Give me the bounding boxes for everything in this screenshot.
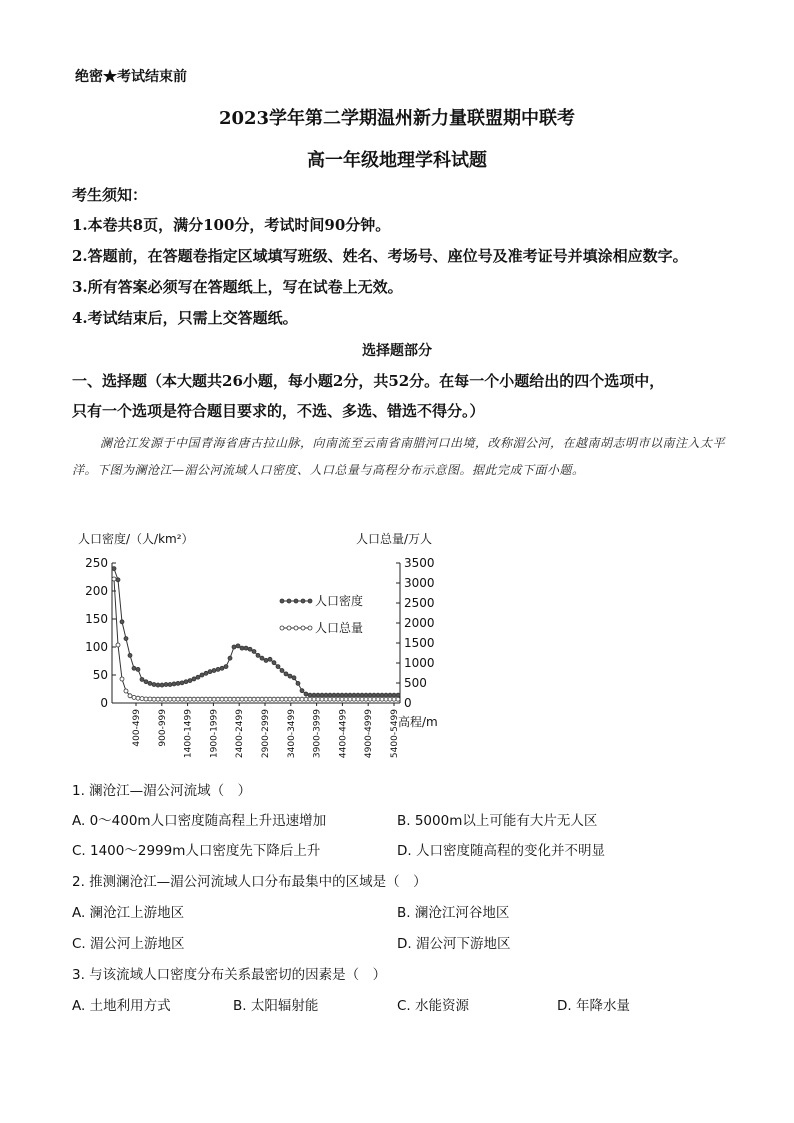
question-1-option-b[interactable]: B. 5000m以上可能有大片无人区 — [397, 813, 598, 829]
question-3-stem: 3. 与该流域人口密度分布关系最密切的因素是（ ） — [72, 967, 387, 983]
left-tick-label: 200 — [85, 584, 108, 598]
data-point — [264, 658, 268, 662]
data-point — [336, 693, 340, 697]
data-point — [364, 697, 368, 701]
legend-label: 人口总量 — [315, 621, 364, 635]
data-point — [308, 693, 312, 697]
data-point — [288, 674, 292, 678]
data-point — [372, 693, 376, 697]
data-point — [228, 697, 232, 701]
data-point — [296, 681, 300, 685]
data-point — [396, 693, 400, 697]
data-point — [192, 697, 196, 701]
left-tick-label: 50 — [92, 668, 108, 682]
left-tick-label: 0 — [100, 696, 108, 710]
legend-marker — [287, 599, 291, 603]
passage: 澜沧江发源于中国青海省唐古拉山脉，向南流至云南省南腊河口出境，改称湄公河，在越南胡志明市以南注入太平洋。下图为澜沧江—湄公河流域人口密度、人口总量与高程分布示意图。据此完成下面小题。 — [72, 436, 726, 477]
question-2-stem: 2. 推测澜沧江—湄公河流域人口分布最集中的区域是（ ） — [72, 874, 427, 890]
legend-marker — [301, 626, 305, 630]
notice-heading: 考生须知： — [72, 186, 148, 204]
x-axis-label: 高程/m — [398, 715, 438, 729]
data-point — [184, 697, 188, 701]
data-point — [136, 667, 140, 671]
data-point — [316, 697, 320, 701]
data-point — [196, 697, 200, 701]
data-point — [120, 620, 124, 624]
data-point — [124, 689, 128, 693]
data-point — [180, 681, 184, 685]
question-1-option-c[interactable]: C. 1400～2999m人口密度先下降后上升 — [72, 843, 321, 859]
data-point — [320, 697, 324, 701]
data-point — [244, 646, 248, 650]
data-point — [388, 697, 392, 701]
left-axis-label: 人口密度/（人/km²） — [78, 532, 194, 546]
data-point — [120, 677, 124, 681]
data-point — [368, 697, 372, 701]
data-point — [360, 697, 364, 701]
legend-marker — [294, 626, 298, 630]
notice-item: 4.考试结束后，只需上交答题纸。 — [72, 309, 298, 327]
data-point — [376, 697, 380, 701]
data-point — [116, 643, 120, 647]
data-point — [160, 697, 164, 701]
data-point — [144, 680, 148, 684]
data-point — [128, 694, 132, 698]
data-point — [320, 693, 324, 697]
section-instruction: 只有一个选项是符合题目要求的，不选、多选、错选不得分。） — [72, 402, 485, 420]
data-point — [224, 665, 228, 669]
data-point — [112, 567, 116, 571]
data-point — [304, 697, 308, 701]
x-tick-label: 400-499 — [132, 709, 142, 747]
data-point — [344, 693, 348, 697]
data-point — [264, 697, 268, 701]
right-tick-label: 1000 — [404, 656, 435, 670]
data-point — [116, 578, 120, 582]
x-tick-label: 2900-2999 — [261, 709, 271, 759]
data-point — [204, 697, 208, 701]
data-point — [184, 680, 188, 684]
right-axis-label: 人口总量/万人 — [356, 532, 433, 546]
data-point — [236, 644, 240, 648]
x-axis-ticks — [132, 703, 400, 758]
data-point — [164, 683, 168, 687]
data-point — [272, 697, 276, 701]
data-point — [360, 693, 364, 697]
right-tick-label: 1500 — [404, 636, 435, 650]
data-point — [348, 697, 352, 701]
right-tick-label: 2500 — [404, 596, 435, 610]
data-point — [260, 656, 264, 660]
data-point — [148, 697, 152, 701]
data-point — [328, 697, 332, 701]
right-tick-label: 3500 — [404, 556, 435, 570]
legend-marker — [308, 599, 312, 603]
x-tick-label: 3900-3999 — [312, 709, 323, 759]
data-point — [220, 666, 224, 670]
data-point — [248, 697, 252, 701]
data-point — [292, 697, 296, 701]
data-point — [240, 646, 244, 650]
data-point — [364, 693, 368, 697]
data-point — [280, 697, 284, 701]
data-point — [392, 693, 396, 697]
data-point — [388, 693, 392, 697]
exam-title: 2023学年第二学期温州新力量联盟期中联考 — [218, 108, 576, 129]
data-point — [164, 697, 168, 701]
data-point — [284, 697, 288, 701]
data-point — [268, 657, 272, 661]
question-2-option-a[interactable]: A. 澜沧江上游地区 — [72, 905, 185, 921]
data-point — [272, 661, 276, 665]
data-point — [352, 693, 356, 697]
chart-legend — [280, 593, 363, 635]
data-point — [300, 689, 304, 693]
data-point — [228, 656, 232, 660]
question-3-option-d[interactable]: D. 年降水量 — [557, 998, 630, 1014]
data-point — [232, 697, 236, 701]
question-1-stem: 1. 澜沧江—湄公河流域（ ） — [72, 783, 252, 799]
x-tick-label: 3400-3499 — [286, 709, 297, 759]
data-point — [356, 697, 360, 701]
data-point — [288, 697, 292, 701]
data-point — [136, 696, 140, 700]
data-point — [212, 697, 216, 701]
data-point — [124, 637, 128, 641]
data-point — [368, 693, 372, 697]
secret-label: 绝密★考试结束前 — [75, 69, 187, 85]
data-point — [112, 577, 116, 581]
question-3-option-c[interactable]: C. 水能资源 — [397, 998, 470, 1014]
x-tick-label: 1900-1999 — [209, 709, 220, 759]
data-point — [340, 697, 344, 701]
legend-marker — [280, 626, 284, 630]
data-point — [296, 697, 300, 701]
left-axis-ticks — [85, 556, 116, 710]
data-point — [252, 649, 256, 653]
data-point — [380, 697, 384, 701]
data-point — [372, 697, 376, 701]
data-point — [256, 653, 260, 657]
data-point — [188, 679, 192, 683]
data-point — [256, 697, 260, 701]
question-2-option-d[interactable]: D. 湄公河下游地区 — [397, 936, 511, 952]
data-point — [336, 697, 340, 701]
legend-marker — [280, 599, 284, 603]
data-point — [240, 697, 244, 701]
data-point — [216, 667, 220, 671]
data-point — [148, 681, 152, 685]
data-point — [300, 697, 304, 701]
data-point — [292, 676, 296, 680]
data-point — [380, 693, 384, 697]
x-tick-label: 2400-2499 — [235, 709, 246, 759]
data-point — [168, 683, 172, 687]
data-point — [332, 697, 336, 701]
data-point — [188, 697, 192, 701]
data-point — [352, 697, 356, 701]
data-point — [232, 645, 236, 649]
legend-marker — [308, 626, 312, 630]
data-point — [312, 693, 316, 697]
x-tick-label: 900-999 — [157, 709, 168, 747]
data-point — [140, 697, 144, 701]
data-point — [220, 697, 224, 701]
x-tick-label: 1400-1499 — [183, 709, 194, 759]
right-axis-ticks — [396, 556, 435, 710]
notice-item: 1.本卷共8页，满分100分，考试时间90分钟。 — [72, 216, 391, 234]
notice-item: 2.答题前，在答题卷指定区域填写班级、姓名、考场号、座位号及准考证号并填涂相应数字。 — [72, 247, 688, 265]
data-point — [344, 697, 348, 701]
data-point — [176, 697, 180, 701]
question-2-option-c[interactable]: C. 湄公河上游地区 — [72, 936, 185, 952]
data-point — [324, 693, 328, 697]
question-1-option-d[interactable]: D. 人口密度随高程的变化并不明显 — [397, 843, 605, 859]
legend-label: 人口密度 — [315, 594, 364, 608]
left-tick-label: 250 — [85, 556, 108, 570]
right-tick-label: 3000 — [404, 576, 435, 590]
data-point — [156, 683, 160, 687]
data-point — [392, 697, 396, 701]
data-point — [236, 697, 240, 701]
legend-marker — [287, 626, 291, 630]
data-point — [196, 675, 200, 679]
data-point — [260, 697, 264, 701]
data-point — [316, 693, 320, 697]
data-point — [208, 697, 212, 701]
data-point — [172, 682, 176, 686]
notice-item: 3.所有答案必须写在答题纸上，写在试卷上无效。 — [72, 278, 403, 296]
data-point — [192, 677, 196, 681]
data-point — [140, 677, 144, 681]
section-title: 选择题部分 — [362, 343, 432, 359]
data-point — [384, 697, 388, 701]
x-tick-label: 5400-5499 — [390, 709, 400, 759]
data-point — [284, 672, 288, 676]
left-tick-label: 150 — [85, 612, 108, 626]
data-point — [132, 695, 136, 699]
data-point — [252, 697, 256, 701]
data-point — [208, 670, 212, 674]
data-point — [376, 693, 380, 697]
data-point — [180, 697, 184, 701]
data-point — [332, 693, 336, 697]
data-point — [304, 692, 308, 696]
question-3-option-a[interactable]: A. 土地利用方式 — [72, 998, 171, 1014]
data-point — [340, 693, 344, 697]
data-point — [396, 697, 400, 701]
data-point — [168, 697, 172, 701]
data-point — [216, 697, 220, 701]
data-point — [312, 697, 316, 701]
data-point — [128, 653, 132, 657]
data-point — [132, 666, 136, 670]
question-2-option-b[interactable]: B. 澜沧江河谷地区 — [397, 905, 510, 921]
data-point — [144, 697, 148, 701]
x-tick-label: 4900-4999 — [364, 709, 375, 759]
data-point — [328, 693, 332, 697]
left-tick-label: 100 — [85, 640, 108, 654]
data-point — [204, 671, 208, 675]
data-point — [356, 693, 360, 697]
right-tick-label: 500 — [404, 676, 427, 690]
x-tick-label: 4400-4499 — [338, 709, 349, 759]
data-point — [224, 697, 228, 701]
legend-marker — [301, 599, 305, 603]
data-point — [268, 697, 272, 701]
data-point — [212, 669, 216, 673]
section-instruction: 一、选择题（本大题共26小题，每小题2分，共52分。在每一个小题给出的四个选项中， — [72, 372, 665, 390]
population-elevation-chart — [70, 525, 450, 775]
legend-marker — [294, 599, 298, 603]
data-point — [160, 683, 164, 687]
data-point — [244, 697, 248, 701]
data-point — [152, 697, 156, 701]
data-point — [348, 693, 352, 697]
data-point — [248, 647, 252, 651]
data-point — [308, 697, 312, 701]
question-3-option-b[interactable]: B. 太阳辐射能 — [233, 998, 319, 1014]
right-tick-label: 0 — [404, 696, 412, 710]
data-point — [156, 697, 160, 701]
data-point — [152, 683, 156, 687]
data-point — [200, 697, 204, 701]
data-point — [176, 681, 180, 685]
data-point — [324, 697, 328, 701]
exam-subtitle: 高一年级地理学科试题 — [307, 150, 487, 171]
question-1-option-a[interactable]: A. 0～400m人口密度随高程上升迅速增加 — [72, 813, 327, 829]
right-tick-label: 2000 — [404, 616, 435, 630]
data-point — [200, 673, 204, 677]
data-point — [172, 697, 176, 701]
data-point — [384, 693, 388, 697]
data-point — [276, 697, 280, 701]
data-point — [276, 665, 280, 669]
data-point — [280, 669, 284, 673]
